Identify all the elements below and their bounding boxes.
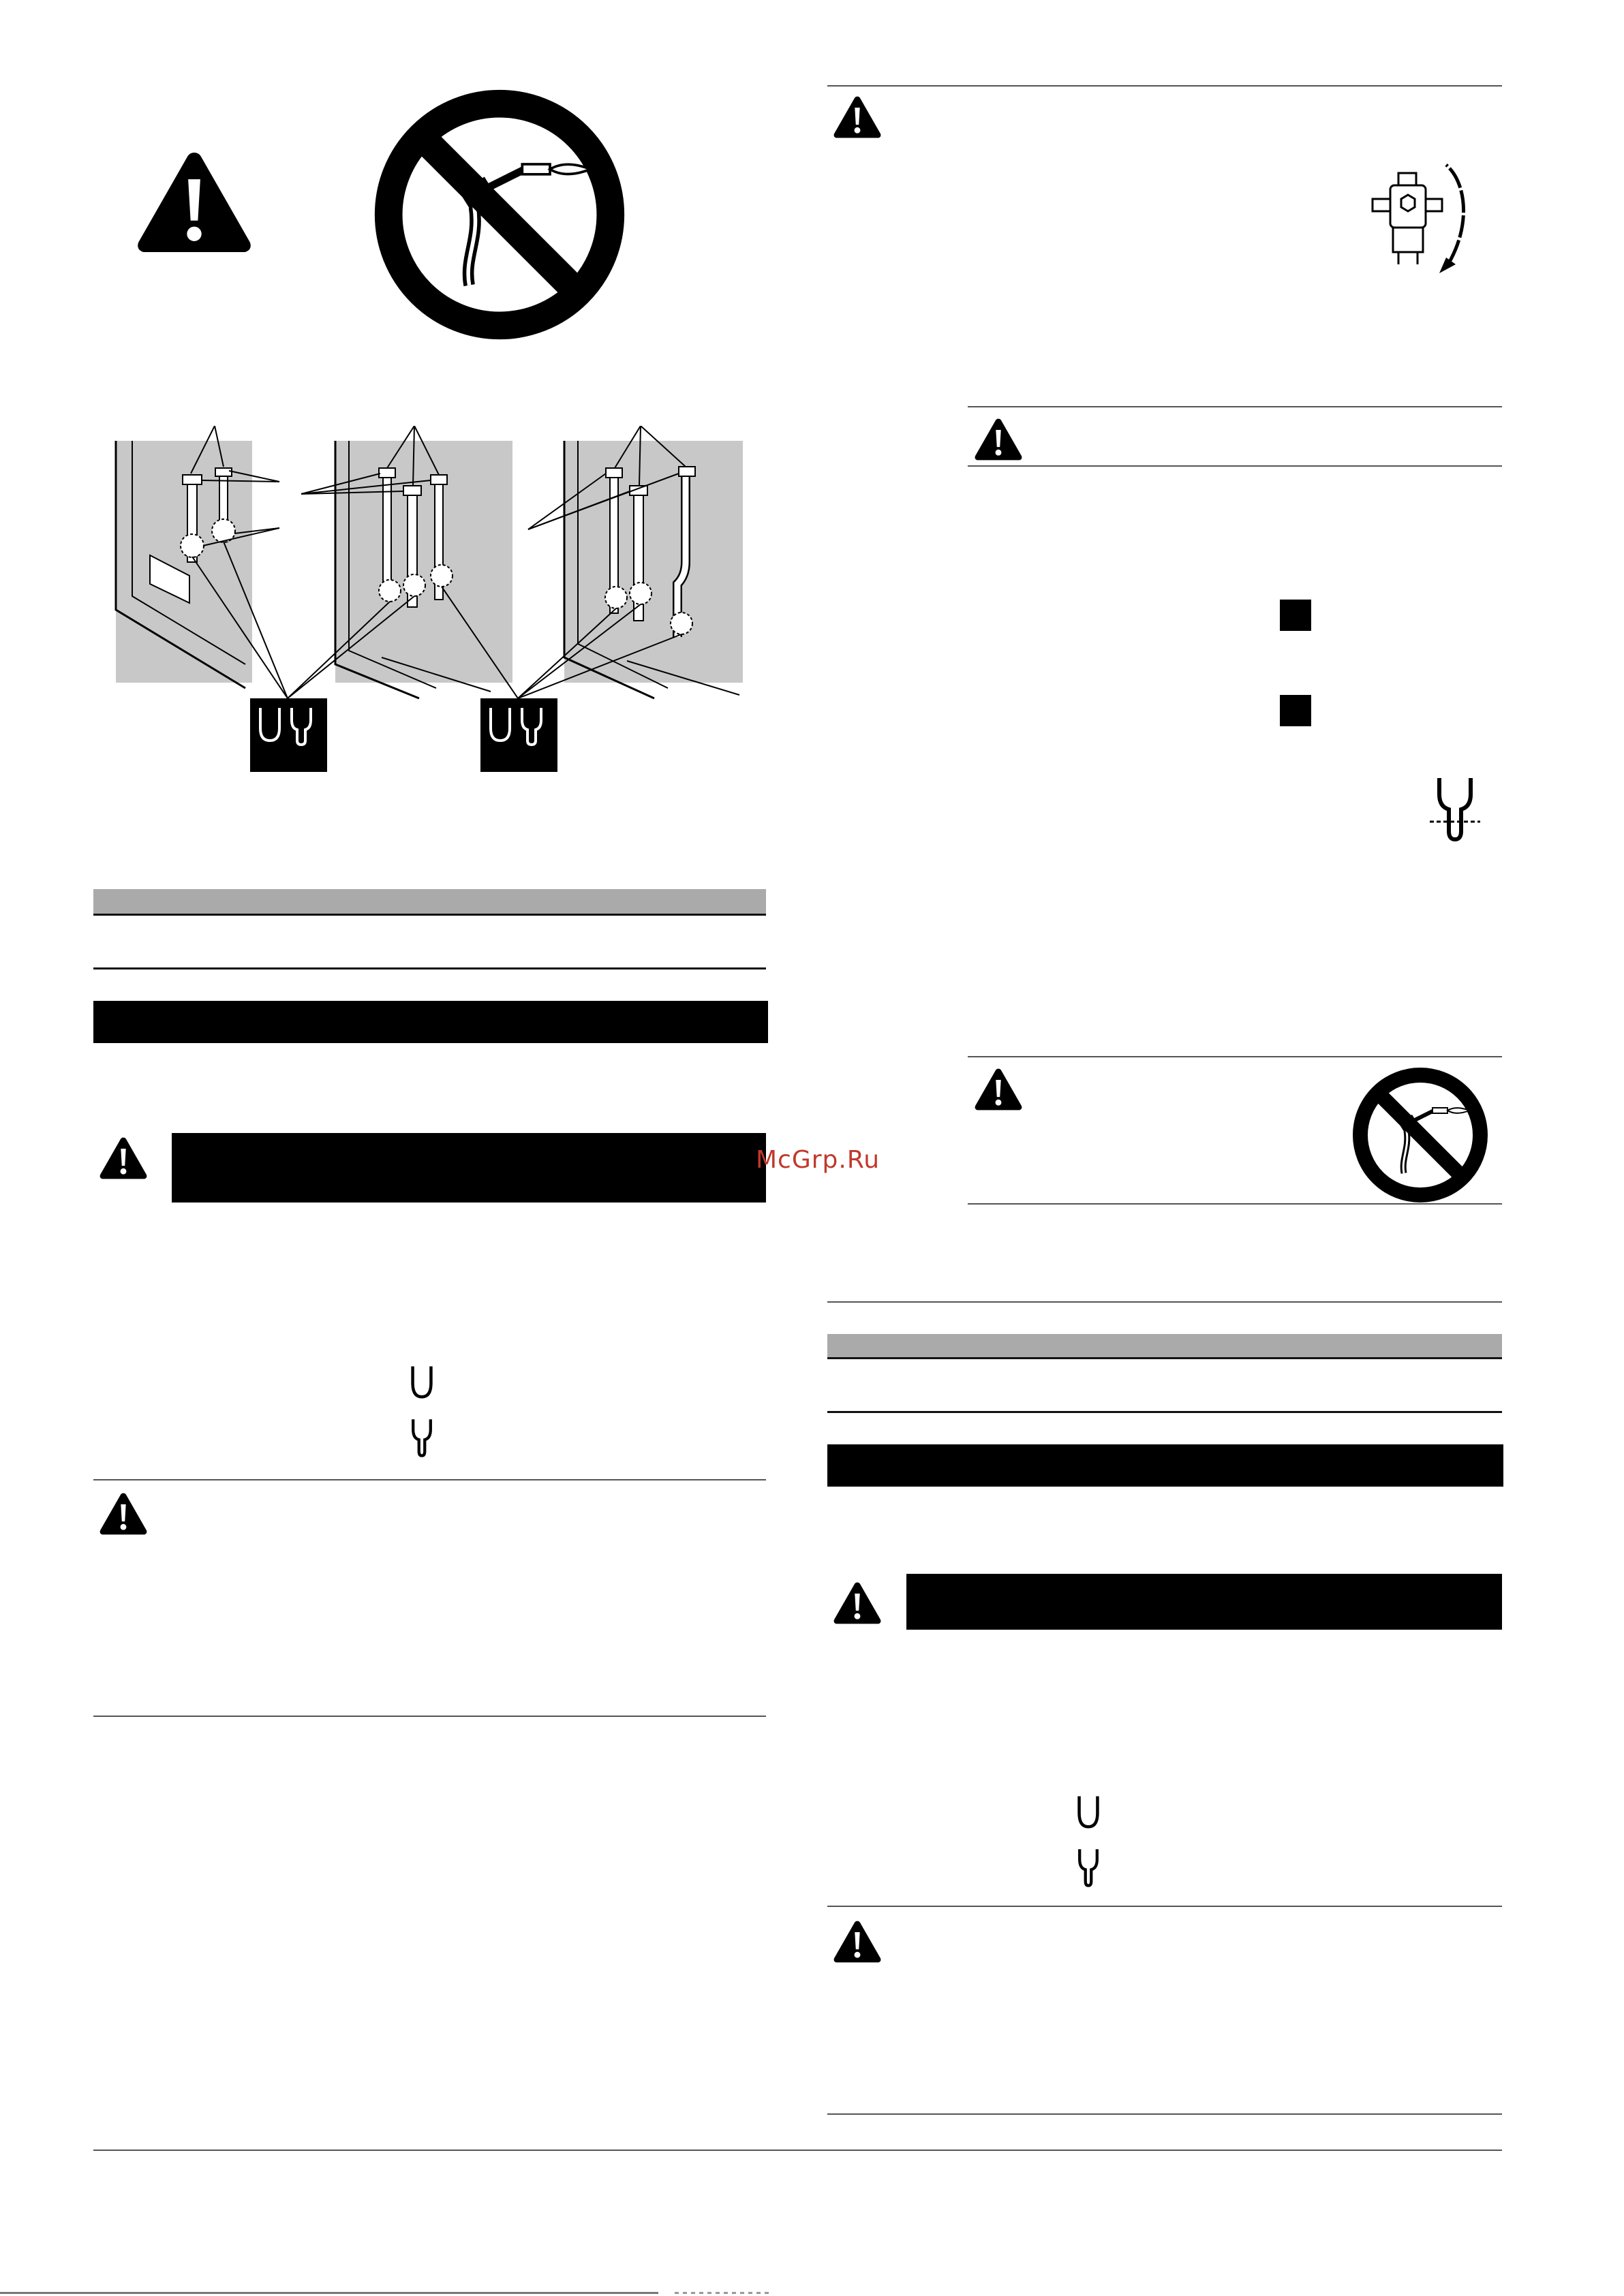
warning-box-top-rule	[93, 1479, 766, 1480]
no-brazing-torch-icon	[1352, 1067, 1488, 1203]
bullet-square	[1280, 600, 1311, 631]
flare-box-2	[480, 698, 557, 772]
section-header-bar	[93, 889, 766, 914]
section-title-bar	[93, 1001, 768, 1043]
bullet-square	[1280, 695, 1311, 726]
warning-triangle-icon	[134, 145, 255, 260]
flare-box-1	[250, 698, 327, 772]
bottom-edge-rule	[0, 2292, 658, 2294]
warning-box-bottom-rule	[827, 2113, 1502, 2115]
flare-u-icon	[1073, 1793, 1104, 1831]
stop-valve-icon	[1363, 161, 1479, 280]
unit-panel-2	[301, 426, 512, 698]
warning-triangle-icon	[98, 1490, 149, 1538]
warning-triangle-icon	[98, 1134, 149, 1182]
section-end-rule	[827, 1301, 1502, 1303]
flare-cut-line-icon	[1430, 774, 1480, 846]
caution-bar	[906, 1574, 1502, 1630]
section-rule	[827, 1411, 1502, 1413]
pipe-flare-installation-diagram	[109, 426, 746, 773]
watermark-text: McGrp.Ru	[756, 1146, 880, 1174]
flare-y-icon	[1073, 1846, 1104, 1890]
section-rule	[93, 914, 766, 916]
warning-box-top-rule	[827, 1906, 1502, 1907]
section-header-bar	[827, 1334, 1502, 1357]
flare-u-icon	[406, 1363, 438, 1401]
warning-box-bottom-rule	[968, 1203, 1502, 1205]
warning-box-top-rule	[827, 85, 1502, 87]
warning-box-top-rule	[968, 1056, 1502, 1057]
warning-box-bottom-rule	[93, 1716, 766, 1717]
flare-y-icon	[406, 1416, 438, 1460]
unit-panel-3	[528, 426, 743, 698]
warning-triangle-icon	[832, 93, 883, 141]
section-title-bar	[827, 1444, 1503, 1487]
section-rule	[93, 967, 766, 969]
warning-triangle-icon	[832, 1579, 883, 1627]
warning-triangle-icon	[973, 416, 1024, 463]
bottom-edge-marks	[675, 2292, 770, 2294]
inner-warning-top-rule	[968, 406, 1502, 407]
warning-triangle-icon	[832, 1918, 883, 1966]
inner-warning-bottom-rule	[968, 465, 1502, 467]
page-footer-rule	[93, 2150, 1502, 2151]
no-brazing-torch-icon	[373, 89, 626, 341]
section-rule	[827, 1357, 1502, 1359]
caution-bar	[172, 1133, 766, 1203]
warning-triangle-icon	[973, 1066, 1024, 1113]
